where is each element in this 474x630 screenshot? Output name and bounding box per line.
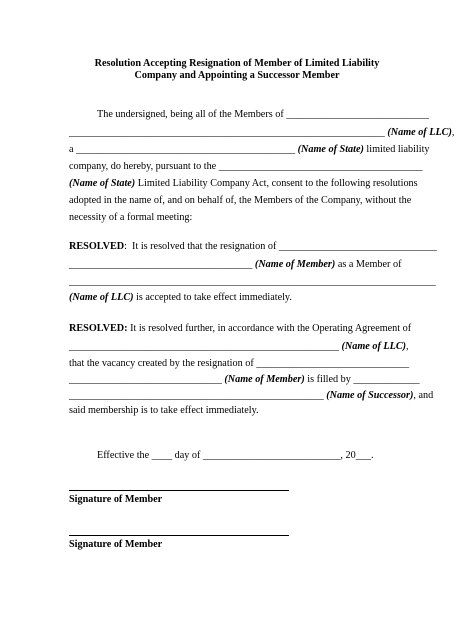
preamble-line-1: The undersigned, being all of the Members of ____________________________	[97, 109, 429, 120]
member-name-blank[interactable]: ______________________________	[69, 374, 225, 385]
signature-line-2[interactable]	[69, 535, 289, 536]
resolution-2-line-5-end: , and	[413, 390, 434, 401]
llc-name-blank[interactable]: ______________________________________________________________	[69, 127, 388, 138]
resolution-2-line-1	[69, 323, 412, 335]
resolution-2-line-4	[69, 374, 420, 386]
resolution-1-line-2-end: as a Member of	[335, 259, 402, 270]
member-name-label: (Name of Member)	[254, 259, 336, 270]
llc-name-label: (Name of LLC)	[341, 341, 407, 352]
preamble-line-6: adopted in the name of, and on behalf of, the Members of the Company, without the	[69, 195, 412, 206]
llc-name-blank[interactable]: _____________________________________________________	[69, 341, 342, 352]
resolution-2-line-3: that the vacancy created by the resignation of ______________________________	[69, 358, 410, 369]
successor-name-label: (Name of Successor)	[326, 390, 414, 401]
state-name-label: (Name of State)	[297, 144, 364, 155]
preamble-line-4: company, do hereby, pursuant to the ________________________________________	[69, 161, 423, 172]
resolution-1-line-4	[69, 292, 409, 304]
state-name-blank[interactable]: a ___________________________________________	[69, 144, 298, 155]
resolution-1-line-2	[69, 259, 409, 271]
state-act-label: (Name of State)	[69, 178, 136, 189]
resolution-1-line-3[interactable]: ________________________________________________________________________	[69, 276, 436, 287]
signature-label-2: Signature of Member	[69, 539, 163, 550]
filled-by-text: is filled by	[304, 374, 354, 385]
preamble-line-3-end: limited liability	[363, 144, 430, 155]
resolution-2-text: It is resolved further, in accordance with the Operating Agreement of	[127, 323, 412, 334]
resolution-2-line-5	[69, 390, 434, 402]
llc-name-label: (Name of LLC)	[387, 127, 452, 138]
signature-label-1: Signature of Member	[69, 494, 163, 505]
member-name-blank[interactable]: ____________________________________	[69, 259, 255, 270]
preamble-line-5	[69, 178, 418, 190]
resolution-1-line-1	[69, 241, 437, 253]
llc-name-label: (Name of LLC)	[69, 292, 134, 303]
punctuation: ,	[406, 341, 409, 352]
successor-name-blank[interactable]: __________________________________________________	[69, 390, 327, 401]
preamble-line-7: necessity of a formal meeting:	[69, 212, 193, 223]
resolution-2-line-6: said membership is to take effect immediately.	[69, 405, 259, 416]
resolved-keyword: RESOLVED	[69, 241, 125, 252]
successor-blank[interactable]: _____________	[353, 374, 420, 385]
effective-date-line[interactable]: Effective the ____ day of ___________________________, 20___.	[97, 450, 374, 461]
resolved-keyword: RESOLVED:	[69, 323, 128, 334]
document-title-line-2: Company and Appointing a Successor Member	[134, 70, 340, 81]
member-name-label: (Name of Member)	[224, 374, 305, 385]
resolution-1-text: : It is resolved that the resignation of _______________________________	[124, 241, 437, 252]
resolution-2-line-2	[69, 341, 409, 353]
preamble-line-2	[69, 127, 455, 139]
preamble-line-5-end: Limited Liability Company Act, consent to the following resolutions	[135, 178, 418, 189]
resolution-1-line-4-end: is accepted to take effect immediately.	[133, 292, 292, 303]
punctuation: ,	[451, 127, 455, 138]
signature-line-1[interactable]	[69, 490, 289, 491]
preamble-line-3	[69, 144, 430, 156]
document-title-line-1: Resolution Accepting Resignation of Member of Limited Liability	[94, 58, 380, 69]
